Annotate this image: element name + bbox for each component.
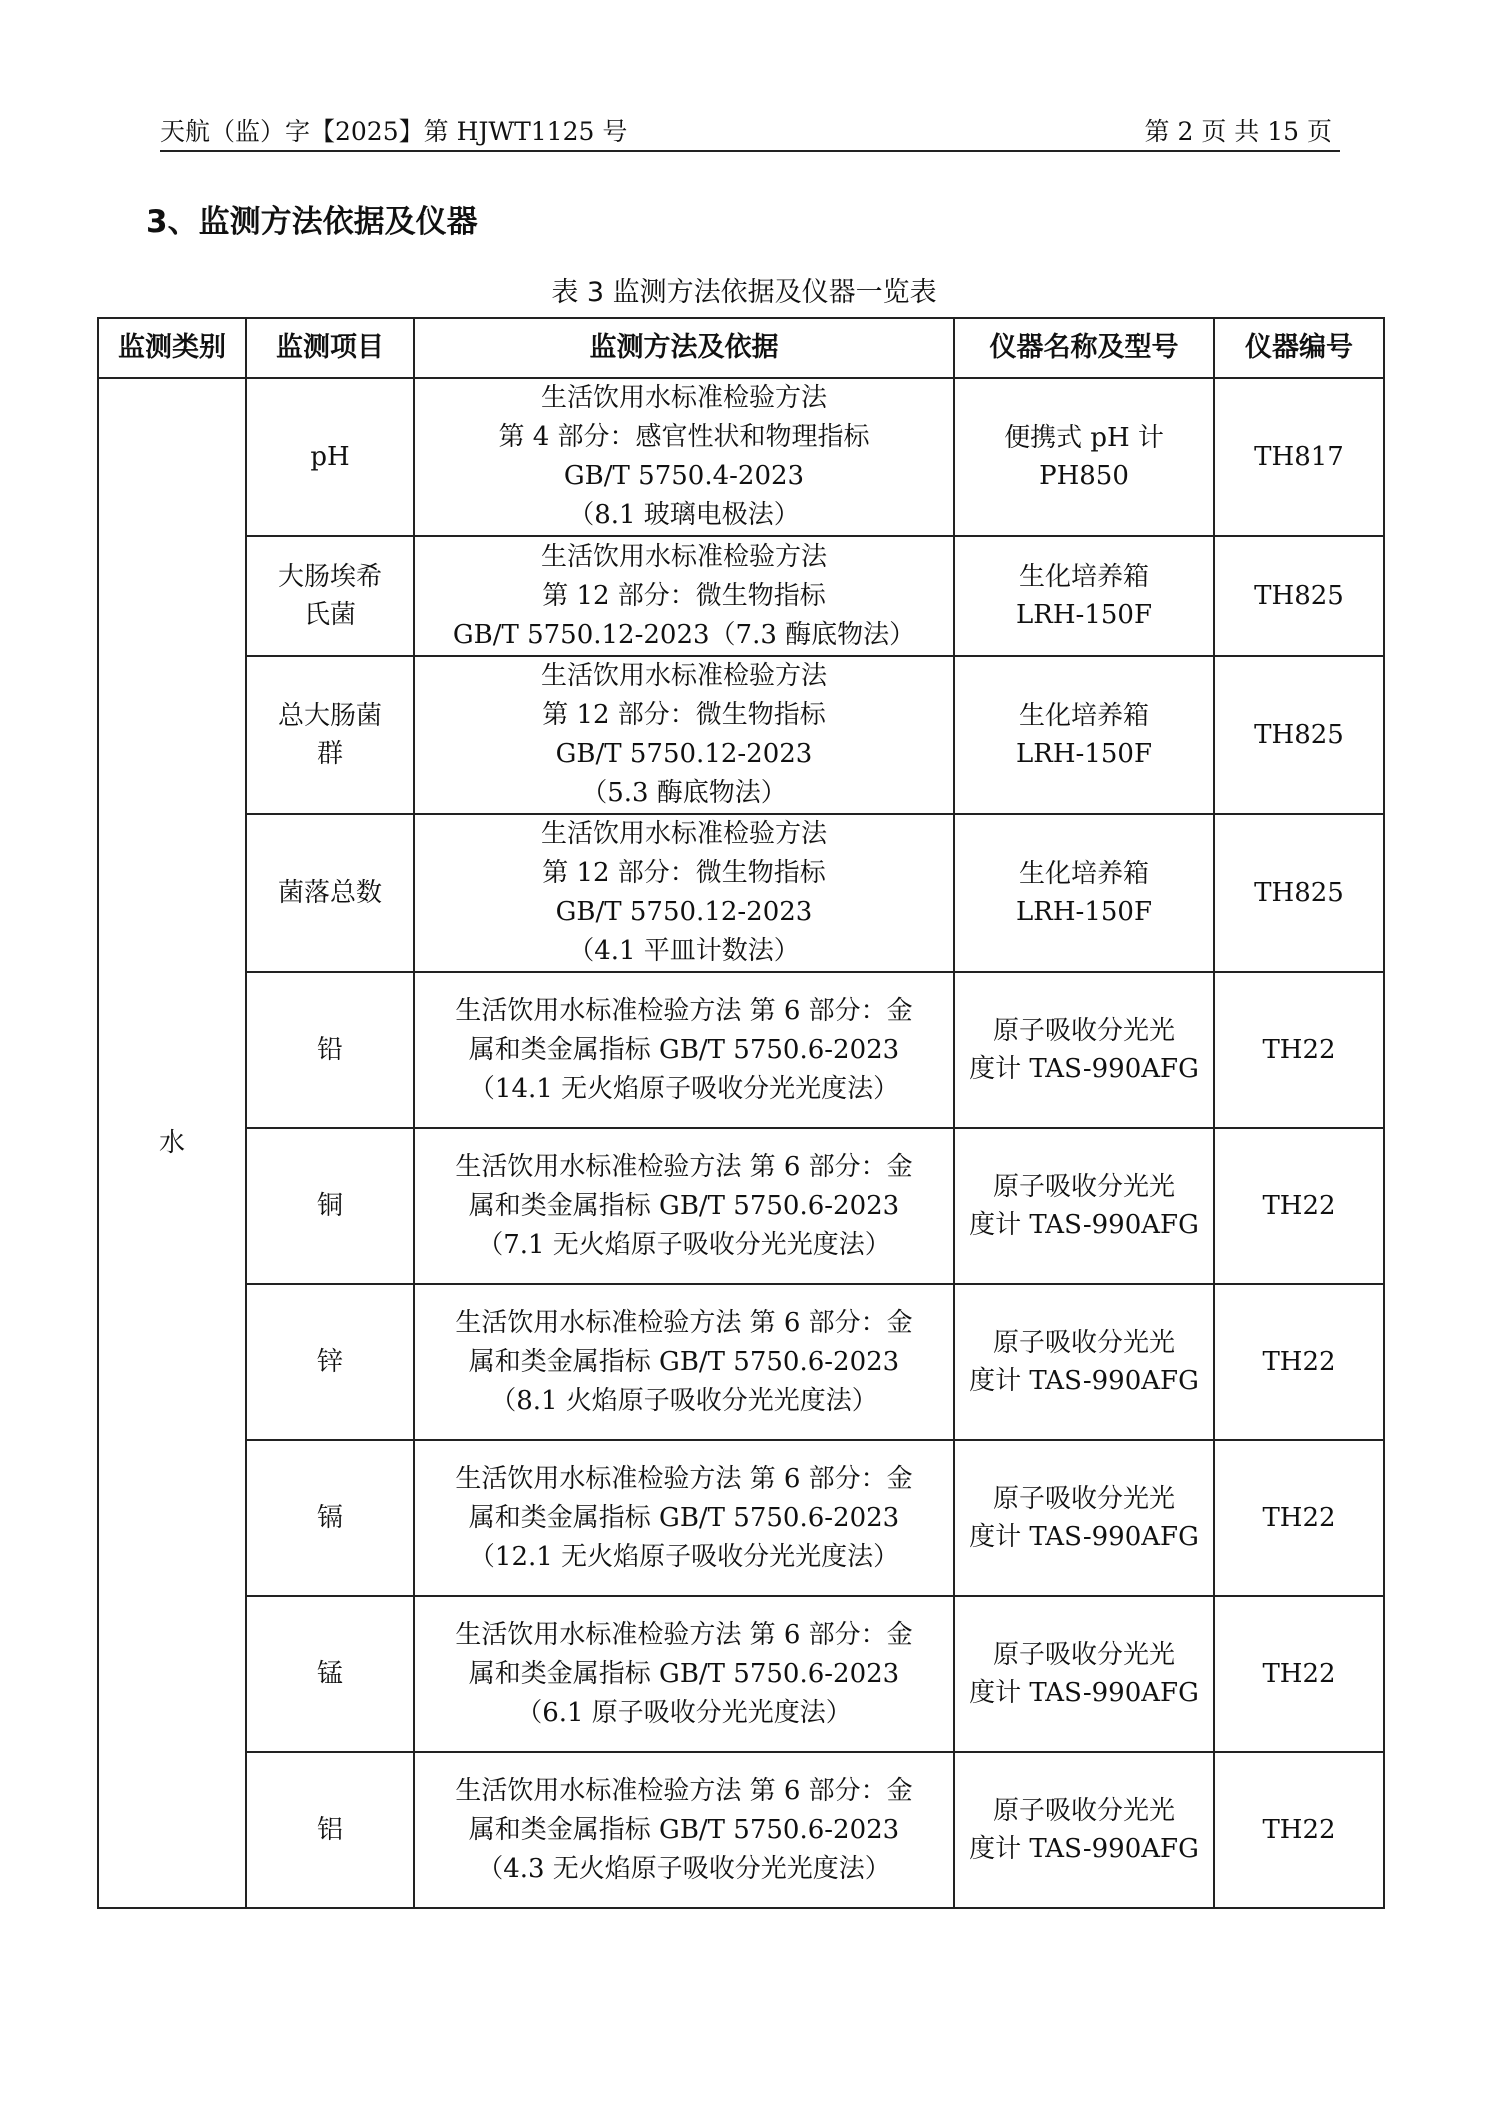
column-header: 监测方法及依据 — [414, 318, 954, 378]
method-cell-line: （12.1 无火焰原子吸收分光光度法） — [468, 1541, 900, 1572]
code-cell: TH22 — [1214, 1284, 1384, 1440]
method-cell-line: 属和类金属指标 GB/T 5750.6-2023 — [468, 1346, 900, 1377]
item-cell — [246, 1128, 414, 1284]
item-cell-line: pH — [310, 442, 350, 472]
instrument-cell-line: 度计 TAS-990AFG — [969, 1366, 1199, 1396]
instrument-cell-line: 原子吸收分光光 — [992, 1640, 1175, 1670]
code-cell: TH22 — [1214, 972, 1384, 1128]
method-cell-line: 生活饮用水标准检验方法 第 6 部分：金 — [455, 1307, 913, 1338]
method-cell-line: 生活饮用水标准检验方法 第 6 部分：金 — [455, 1619, 913, 1650]
method-cell — [414, 814, 954, 972]
method-cell-line: GB/T 5750.12-2023 — [555, 897, 813, 927]
code-cell: TH825 — [1214, 814, 1384, 972]
column-header: 仪器编号 — [1214, 318, 1384, 378]
document-number: 天航（监）字【2025】第 HJWT1125 号 — [160, 117, 628, 146]
method-cell-line: 生活饮用水标准检验方法 — [540, 383, 827, 413]
method-cell — [414, 536, 954, 656]
code-cell: TH825 — [1214, 656, 1384, 814]
instrument-cell-line: 度计 TAS-990AFG — [969, 1834, 1199, 1864]
instrument-cell-line: LRH-150F — [1016, 897, 1152, 927]
table-row — [98, 1128, 1384, 1284]
method-cell-line: 生活饮用水标准检验方法 第 6 部分：金 — [455, 995, 913, 1026]
column-header: 监测项目 — [246, 318, 414, 378]
instrument-cell-line: 度计 TAS-990AFG — [969, 1678, 1199, 1708]
instrument-cell — [954, 1752, 1214, 1908]
instrument-cell — [954, 972, 1214, 1128]
method-cell — [414, 378, 954, 536]
method-cell-line: 第 12 部分：微生物指标 — [542, 858, 826, 888]
method-cell-line: （4.1 平皿计数法） — [568, 936, 800, 966]
table-row — [98, 656, 1384, 814]
item-cell-line: 铅 — [316, 1035, 343, 1065]
item-cell — [246, 1752, 414, 1908]
method-cell — [414, 972, 954, 1128]
item-cell — [246, 1596, 414, 1752]
section-title: 3、监测方法依据及仪器 — [146, 204, 478, 240]
item-cell-line: 锌 — [316, 1347, 343, 1377]
item-cell — [246, 814, 414, 972]
method-cell-line: 属和类金属指标 GB/T 5750.6-2023 — [468, 1034, 900, 1065]
table-row — [98, 972, 1384, 1128]
instrument-cell-line: 生化培养箱 — [1018, 701, 1149, 731]
table-row — [98, 536, 1384, 656]
instrument-cell — [954, 1596, 1214, 1752]
item-cell — [246, 378, 414, 536]
method-cell-line: （8.1 火焰原子吸收分光光度法） — [490, 1385, 878, 1416]
instrument-cell — [954, 536, 1214, 656]
methods-table — [97, 317, 1385, 1909]
method-cell-line: （6.1 原子吸收分光光度法） — [516, 1697, 852, 1728]
table-row — [98, 1284, 1384, 1440]
method-cell-line: （14.1 无火焰原子吸收分光光度法） — [468, 1073, 900, 1104]
method-cell — [414, 1596, 954, 1752]
method-cell-line: （8.1 玻璃电极法） — [568, 500, 800, 530]
item-cell-line: 氏菌 — [303, 600, 356, 630]
method-cell-line: 生活饮用水标准检验方法 第 6 部分：金 — [455, 1463, 913, 1494]
method-cell-line: 生活饮用水标准检验方法 — [540, 541, 827, 572]
method-cell-line: （7.1 无火焰原子吸收分光光度法） — [477, 1229, 891, 1260]
table-row — [98, 378, 1384, 536]
method-cell-line: 生活饮用水标准检验方法 — [540, 819, 827, 849]
instrument-cell-line: LRH-150F — [1016, 739, 1152, 769]
instrument-cell-line: 度计 TAS-990AFG — [969, 1210, 1199, 1240]
category-cell: 水 — [98, 378, 246, 1908]
item-cell-line: 大肠埃希 — [277, 562, 382, 592]
table-row — [98, 1752, 1384, 1908]
method-cell-line: 第 12 部分：微生物指标 — [542, 700, 826, 730]
method-cell-line: 属和类金属指标 GB/T 5750.6-2023 — [468, 1190, 900, 1221]
column-header: 监测类别 — [98, 318, 246, 378]
method-cell — [414, 1752, 954, 1908]
code-cell: TH825 — [1214, 536, 1384, 656]
page-header — [160, 112, 1340, 152]
instrument-cell — [954, 814, 1214, 972]
code-cell: TH22 — [1214, 1128, 1384, 1284]
method-cell-line: （4.3 无火焰原子吸收分光光度法） — [477, 1853, 891, 1884]
method-cell-line: 属和类金属指标 GB/T 5750.6-2023 — [468, 1502, 900, 1533]
method-cell — [414, 1284, 954, 1440]
item-cell-line: 铜 — [316, 1191, 343, 1221]
method-cell-line: GB/T 5750.12-2023 — [555, 739, 813, 769]
item-cell-line: 锰 — [316, 1659, 343, 1689]
instrument-cell-line: 原子吸收分光光 — [992, 1796, 1175, 1826]
instrument-cell — [954, 1440, 1214, 1596]
instrument-cell — [954, 1128, 1214, 1284]
code-cell: TH22 — [1214, 1440, 1384, 1596]
item-cell-line: 铝 — [316, 1815, 343, 1845]
item-cell — [246, 972, 414, 1128]
item-cell-line: 镉 — [316, 1503, 343, 1533]
code-cell: TH22 — [1214, 1752, 1384, 1908]
instrument-cell-line: 度计 TAS-990AFG — [969, 1054, 1199, 1084]
method-cell-line: GB/T 5750.12-2023（7.3 酶底物法） — [452, 619, 916, 650]
method-cell-line: GB/T 5750.4-2023 — [563, 461, 805, 491]
page-number: 第 2 页 共 15 页 — [1144, 117, 1332, 146]
table-title: 表 3 监测方法依据及仪器一览表 — [551, 277, 937, 308]
instrument-cell — [954, 656, 1214, 814]
column-header: 仪器名称及型号 — [954, 318, 1214, 378]
method-cell-line: 属和类金属指标 GB/T 5750.6-2023 — [468, 1658, 900, 1689]
method-cell-line: 第 4 部分：感官性状和物理指标 — [498, 422, 870, 452]
method-cell-line: 生活饮用水标准检验方法 — [540, 661, 827, 691]
instrument-cell-line: 度计 TAS-990AFG — [969, 1522, 1199, 1552]
method-cell-line: 生活饮用水标准检验方法 第 6 部分：金 — [455, 1775, 913, 1806]
instrument-cell-line: 原子吸收分光光 — [992, 1016, 1175, 1046]
code-cell: TH817 — [1214, 378, 1384, 536]
method-cell — [414, 656, 954, 814]
table-header-row — [98, 318, 1384, 378]
item-cell-line: 菌落总数 — [277, 878, 382, 908]
item-cell-line: 群 — [316, 739, 343, 769]
item-cell — [246, 536, 414, 656]
method-cell-line: 生活饮用水标准检验方法 第 6 部分：金 — [455, 1151, 913, 1182]
instrument-cell-line: 生化培养箱 — [1018, 562, 1149, 592]
instrument-cell-line: 生化培养箱 — [1018, 859, 1149, 889]
item-cell — [246, 1440, 414, 1596]
instrument-cell-line: 原子吸收分光光 — [992, 1484, 1175, 1514]
instrument-cell-line: 原子吸收分光光 — [992, 1328, 1175, 1358]
item-cell — [246, 656, 414, 814]
instrument-cell — [954, 378, 1214, 536]
method-cell — [414, 1440, 954, 1596]
code-cell: TH22 — [1214, 1596, 1384, 1752]
item-cell — [246, 1284, 414, 1440]
instrument-cell-line: PH850 — [1039, 461, 1129, 491]
instrument-cell-line: 便携式 pH 计 — [1004, 423, 1164, 453]
item-cell-line: 总大肠菌 — [277, 701, 382, 731]
table-row — [98, 814, 1384, 972]
method-cell-line: 属和类金属指标 GB/T 5750.6-2023 — [468, 1814, 900, 1845]
method-cell-line: 第 12 部分：微生物指标 — [542, 580, 826, 611]
table-row — [98, 1596, 1384, 1752]
instrument-cell — [954, 1284, 1214, 1440]
table-row — [98, 1440, 1384, 1596]
method-cell-line: （5.3 酶底物法） — [581, 778, 787, 808]
instrument-cell-line: LRH-150F — [1016, 600, 1152, 630]
instrument-cell-line: 原子吸收分光光 — [992, 1172, 1175, 1202]
method-cell — [414, 1128, 954, 1284]
